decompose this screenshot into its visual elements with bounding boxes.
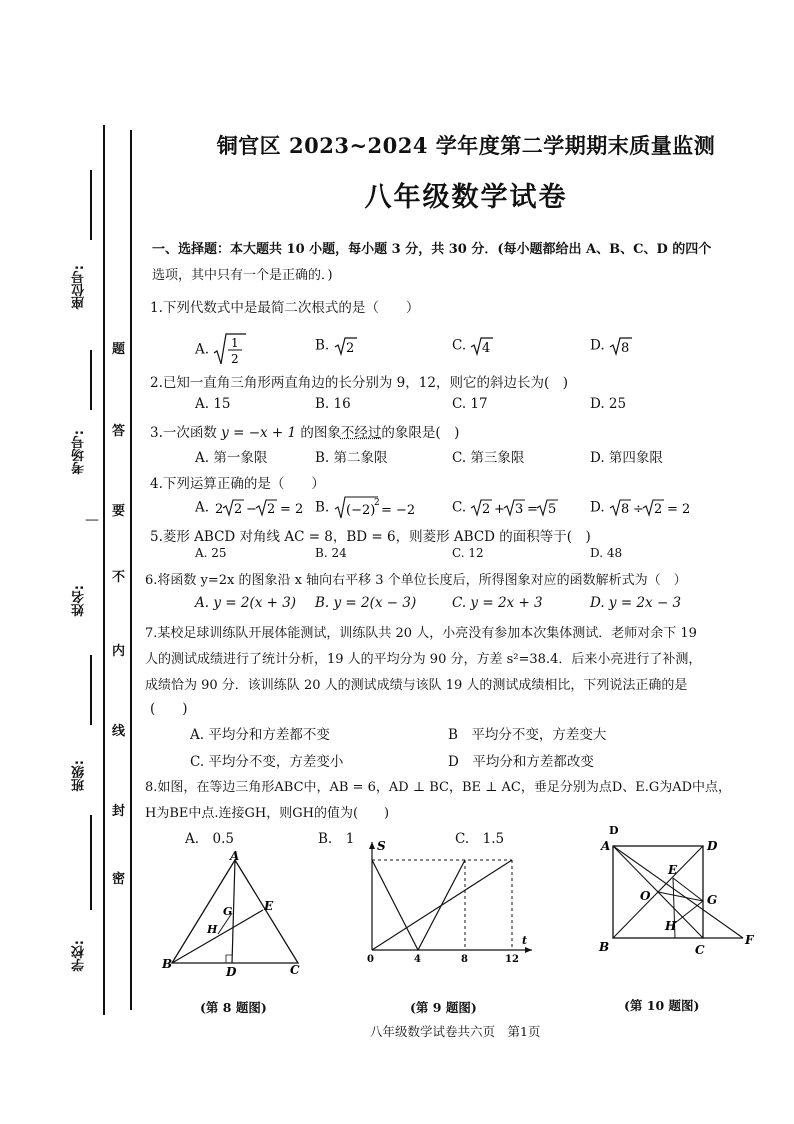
q4-option-c[interactable] xyxy=(452,497,564,519)
q6-option-a[interactable]: A. y = 2(x + 3) xyxy=(195,595,297,611)
svg-text:5: 5 xyxy=(548,502,557,517)
seal-char: 密 xyxy=(112,872,126,887)
binding-line-left xyxy=(103,125,105,1015)
fig10-label-b: B xyxy=(599,940,610,954)
fig8-label-h: H xyxy=(207,923,218,936)
fig8-label-b: B xyxy=(162,957,173,971)
q3-option-a[interactable]: A. 第一象限 xyxy=(195,450,268,466)
q6-option-d[interactable]: D. y = 2x − 3 xyxy=(590,595,682,611)
q6-stem: 6.将函数 y=2x 的图象沿 x 轴向右平移 3 个单位长度后，所得图象对应的函数解析式为（ ） xyxy=(145,573,687,588)
exam-title: 铜官区 2023~2024 学年度第二学期期末质量监测 xyxy=(216,133,716,158)
fig8-label-c: C xyxy=(290,963,300,977)
q8-line1: 8.如图，在等边三角形ABC中，AB = 6，AD ⊥ BC，BE ⊥ AC，垂足分别为点D、E.G为AD中点， xyxy=(145,780,732,795)
sqrt-sign xyxy=(609,336,633,356)
seal-char: 要 xyxy=(112,504,126,519)
page-footer: 八年级数学试卷共六页 第1页 xyxy=(370,1024,541,1039)
q3-stem xyxy=(150,421,459,441)
fig10-label-d: D xyxy=(707,839,718,853)
fig10-label-g: G xyxy=(707,893,718,907)
fig10-label-f: F xyxy=(745,933,754,947)
seat-underline xyxy=(90,170,92,240)
q4-stem: 4.下列运算正确的是（ ） xyxy=(150,476,325,492)
q3-stem-post: 的象限是( ) xyxy=(381,425,460,441)
sqrt-fraction xyxy=(213,333,247,367)
q1-option-d[interactable] xyxy=(590,336,633,356)
q7-line1: 7.某校足球训练队开展体能测试，训练队共 20 人，小亮没有参加本次集体测试．老师对余下 19 xyxy=(145,626,697,641)
fig8-label-a: A xyxy=(230,849,240,863)
fig9-origin: 0 xyxy=(367,954,374,965)
q5-option-b[interactable]: B. 24 xyxy=(315,546,347,560)
seal-char: 内 xyxy=(112,644,126,659)
q4a-expression xyxy=(213,497,305,519)
q6-option-b[interactable]: B. y = 2(x − 3) xyxy=(315,595,417,611)
figure-8 xyxy=(160,848,310,978)
separator-mark: — xyxy=(85,512,99,528)
room-label: 考场号: xyxy=(72,430,87,475)
svg-text:2: 2 xyxy=(373,498,380,508)
svg-text:2: 2 xyxy=(215,502,224,517)
fig9-tick-8: 8 xyxy=(461,954,468,965)
sqrt-sign xyxy=(470,336,494,356)
q7-line4: ( ) xyxy=(150,701,188,717)
q4-option-b[interactable] xyxy=(315,495,414,521)
svg-text:= −2: = −2 xyxy=(380,503,414,518)
fig10-label-h: H xyxy=(665,919,677,933)
name-label: 姓名: xyxy=(72,585,87,617)
option-label: B. xyxy=(315,499,330,516)
binding-line-right xyxy=(130,130,132,1010)
q5-option-d[interactable]: D. 48 xyxy=(590,546,623,560)
q2-option-c[interactable]: C. 17 xyxy=(452,396,488,412)
figure-9-caption: (第 9 题图) xyxy=(410,1000,477,1015)
q3-emphasis: 不经过 xyxy=(340,425,382,441)
q4-option-d[interactable] xyxy=(590,497,701,519)
q4d-expression xyxy=(609,497,701,519)
svg-text:= 2: = 2 xyxy=(666,502,691,517)
fraction-numerator: 1 xyxy=(231,336,239,350)
fig8-label-d: D xyxy=(226,965,237,978)
svg-text:= 2: = 2 xyxy=(280,502,304,517)
seal-char: 题 xyxy=(112,342,126,357)
q7-option-d[interactable]: D 平均分和方差都改变 xyxy=(448,754,594,770)
seal-char: 封 xyxy=(112,804,126,819)
fig10-label-a: A xyxy=(601,839,611,853)
fig9-tick-12: 12 xyxy=(505,954,519,965)
seal-char: 不 xyxy=(112,570,126,585)
q1-option-a[interactable] xyxy=(195,333,247,367)
q7-line3: 成绩恰为 90 分．该训练队 20 人的测试成绩与该队 19 人的测试成绩相比，下列说法正确的是 xyxy=(145,678,688,693)
fig8-label-g: G xyxy=(223,905,233,918)
option-label: A. xyxy=(195,341,210,358)
q3-stem-mid: 的图象 xyxy=(296,425,341,441)
seal-char: 答 xyxy=(112,424,126,439)
class-label: 班级: xyxy=(72,760,87,792)
exam-subtitle: 八年级数学试卷 xyxy=(364,182,568,213)
q3-expression: y = −x + 1 xyxy=(221,425,297,441)
svg-text:8: 8 xyxy=(620,502,630,517)
fig9-tick-4: 4 xyxy=(414,954,421,965)
svg-text:=: = xyxy=(527,502,539,517)
radicand: 4 xyxy=(482,341,491,356)
q3-option-c[interactable]: C. 第三象限 xyxy=(452,450,525,466)
q8-option-a[interactable]: A. 0.5 xyxy=(185,831,235,847)
fig9-label-s: S xyxy=(377,839,386,853)
q2-stem: 2.已知一直角三角形两直角边的长分别为 9，12，则它的斜边长为( ) xyxy=(150,375,568,391)
q2-option-b[interactable]: B. 16 xyxy=(315,396,351,412)
svg-text:2: 2 xyxy=(234,502,243,517)
svg-text:2: 2 xyxy=(482,502,491,517)
q5-option-a[interactable]: A. 25 xyxy=(195,546,227,560)
fig8-label-e: E xyxy=(264,899,274,913)
q7-line2: 人的测试成绩进行了统计分析，19 人的平均分为 90 分，方差 s²=38.4．后来小亮进行了补测， xyxy=(145,652,702,667)
svg-text:÷: ÷ xyxy=(632,502,644,517)
room-underline xyxy=(90,350,92,410)
fig10-label-c: C xyxy=(695,943,705,957)
q7-option-a[interactable]: A. 平均分和方差都不变 xyxy=(190,727,330,743)
option-label: C. xyxy=(452,499,467,516)
fig10-label-o: O xyxy=(640,889,651,903)
svg-text:−: − xyxy=(246,502,258,517)
section-heading-cont: 选项，其中只有一个是正确的．) xyxy=(152,268,333,283)
option-label: D. xyxy=(590,499,605,516)
fig10-label-e: E xyxy=(668,863,678,877)
q4b-expression xyxy=(334,495,414,521)
q2-option-a[interactable]: A. 15 xyxy=(195,396,231,412)
q5-stem: 5.菱形 ABCD 对角线 AC = 8，BD = 6，则菱形 ABCD 的面积等于( ) xyxy=(150,529,591,545)
fraction-denominator: 2 xyxy=(231,352,239,366)
q4c-expression xyxy=(470,497,564,519)
figure-8-caption: (第 8 题图) xyxy=(200,1000,267,1015)
q4-option-a[interactable] xyxy=(195,497,305,519)
q5-option-c[interactable]: C. 12 xyxy=(452,546,484,560)
q8-line2: H为BE中点.连接GH，则GH的值为( ) xyxy=(145,806,390,821)
q3-stem-pre: 3.一次函数 xyxy=(150,425,222,441)
class-underline xyxy=(90,815,92,910)
q8-option-b[interactable]: B. 1 xyxy=(318,831,355,847)
svg-text:+: + xyxy=(494,502,506,517)
fig10-top-label: D xyxy=(609,826,619,837)
q3-option-b[interactable]: B. 第二象限 xyxy=(315,450,388,466)
radicand: 2 xyxy=(345,341,354,356)
svg-text:2: 2 xyxy=(267,502,276,517)
svg-text:2: 2 xyxy=(653,502,663,517)
school-label: 学校: xyxy=(72,940,87,972)
q3-option-d[interactable]: D. 第四象限 xyxy=(590,450,663,466)
q1-option-b[interactable] xyxy=(315,336,358,356)
q2-option-d[interactable]: D. 25 xyxy=(590,396,627,412)
option-label: C. xyxy=(452,337,467,354)
seal-char: 线 xyxy=(112,724,126,739)
fig9-label-t: t xyxy=(522,934,528,947)
svg-text:3: 3 xyxy=(515,502,524,517)
option-label: D. xyxy=(590,337,605,354)
radicand: 8 xyxy=(620,341,630,356)
option-label: B. xyxy=(315,337,330,354)
sqrt-sign xyxy=(334,336,358,356)
figure-9 xyxy=(362,838,537,968)
q7-option-b[interactable]: B 平均分不变，方差变大 xyxy=(448,727,607,743)
q8-option-c[interactable]: C. 1.5 xyxy=(455,831,505,847)
section-heading: 一、选择题：本大题共 10 小题，每小题 3 分，共 30 分．(每小题都给出 A、B、C、D 的四个 xyxy=(152,242,712,257)
svg-text:(−2): (−2) xyxy=(345,503,375,518)
seat-label: 座位号: xyxy=(72,265,87,310)
option-label: A. xyxy=(195,499,210,516)
q7-option-c[interactable]: C. 平均分不变，方差变小 xyxy=(190,754,344,770)
q1-stem: 1.下列代数式中是最简二次根式的是（ ） xyxy=(150,300,420,316)
q6-option-c[interactable]: C. y = 2x + 3 xyxy=(452,595,543,611)
binding-margin xyxy=(0,0,140,1124)
name-underline xyxy=(90,655,92,725)
figure-10 xyxy=(595,826,765,958)
figure-10-caption: (第 10 题图) xyxy=(624,998,700,1013)
q1-option-c[interactable] xyxy=(452,336,494,356)
